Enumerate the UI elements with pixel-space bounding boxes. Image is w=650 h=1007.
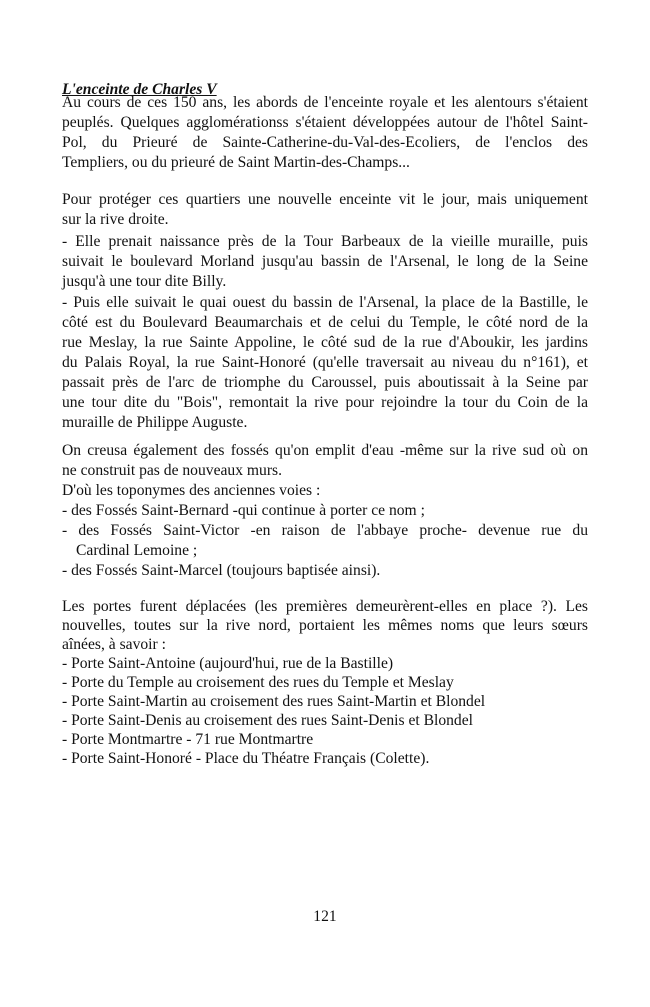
paragraph-intro: [62, 93, 588, 173]
paragraph-rive-droite: [62, 190, 588, 230]
text-line: une tour dite du "Bois", remontait la rive pour rejoindre la tour du Coin de la: [62, 394, 588, 411]
text-line: du Palais Royal, la rue Saint-Honoré (qu'elle traversait au niveau du n°161), et: [62, 354, 588, 371]
text-line: muraille de Philippe Auguste.: [62, 414, 248, 431]
text-line: Cardinal Lemoine ;: [76, 542, 198, 559]
text-line: peuplés. Quelques agglomérationss s'étaient développées autour de l'hôtel Saint-: [62, 114, 588, 131]
text-line: Pol, du Prieuré de Sainte-Catherine-du-Val-des-Ecoliers, de l'enclos des: [62, 134, 588, 151]
page-number: 121: [313, 908, 337, 925]
paragraph-puis: [62, 293, 588, 433]
text-line: - des Fossés Saint-Victor -en raison de l'abbaye proche- devenue rue du: [62, 522, 588, 539]
text-line: - Porte du Temple au croisement des rues du Temple et Meslay: [62, 674, 454, 691]
text-line: jusqu'à une tour dite Billy.: [62, 273, 227, 290]
text-line: - Porte Saint-Honoré - Place du Théatre Français (Colette).: [62, 750, 430, 767]
text-line: ne construit pas de nouveaux murs.: [62, 462, 282, 479]
section-title: L'enceinte de Charles V: [62, 81, 217, 98]
text-line: Templiers, ou du prieuré de Saint Martin-des-Champs...: [62, 154, 410, 171]
text-line: - Porte Saint-Antoine (aujourd'hui, rue de la Bastille): [62, 655, 394, 672]
paragraph-portes: [62, 597, 588, 768]
text-line: Au cours de ces 150 ans, les abords de l'enceinte royale et les alentours s'étaient: [62, 94, 588, 111]
text-line: - Elle prenait naissance près de la Tour Barbeaux de la vieille muraille, puis: [62, 233, 588, 250]
text-line: rue Meslay, la rue Sainte Appoline, le côté sud de la rue d'Aboukir, les jardins: [62, 334, 588, 351]
text-line: - des Fossés Saint-Bernard -qui continue à porter ce nom ;: [62, 502, 425, 519]
text-line: - Porte Saint-Martin au croisement des rues Saint-Martin et Blondel: [62, 693, 486, 710]
text-line: Pour protéger ces quartiers une nouvelle enceinte vit le jour, mais uniquement: [62, 191, 588, 208]
text-line: côté est du Boulevard Beaumarchais et de celui du Temple, le côté nord de la: [62, 314, 588, 331]
text-line: D'où les toponymes des anciennes voies :: [62, 482, 321, 499]
text-line: - Porte Saint-Denis au croisement des rues Saint-Denis et Blondel: [62, 712, 473, 729]
text-line: Les portes furent déplacées (les premières demeurèrent-elles en place ?). Les: [62, 598, 588, 615]
text-line: suivait le boulevard Morland jusqu'au bassin de l'Arsenal, le long de la Seine: [62, 253, 588, 270]
text-line: nouvelles, toutes sur la rive nord, portaient les mêmes noms que leurs sœurs: [62, 617, 588, 634]
paragraph-fosses: [62, 441, 588, 581]
text-line: sur la rive droite.: [62, 211, 169, 228]
text-line: On creusa également des fossés qu'on emplit d'eau -même sur la rive sud où on: [62, 442, 588, 459]
text-line: passait près de l'arc de triomphe du Caroussel, puis aboutissait à la Seine par: [62, 374, 588, 391]
text-line: - des Fossés Saint-Marcel (toujours baptisée ainsi).: [62, 562, 381, 579]
paragraph-elle: [62, 232, 588, 292]
text-line: - Porte Montmartre - 71 rue Montmartre: [62, 731, 314, 748]
text-line: aînées, à savoir :: [62, 636, 166, 653]
text-line: - Puis elle suivait le quai ouest du bassin de l'Arsenal, la place de la Bastille, le: [62, 294, 588, 311]
